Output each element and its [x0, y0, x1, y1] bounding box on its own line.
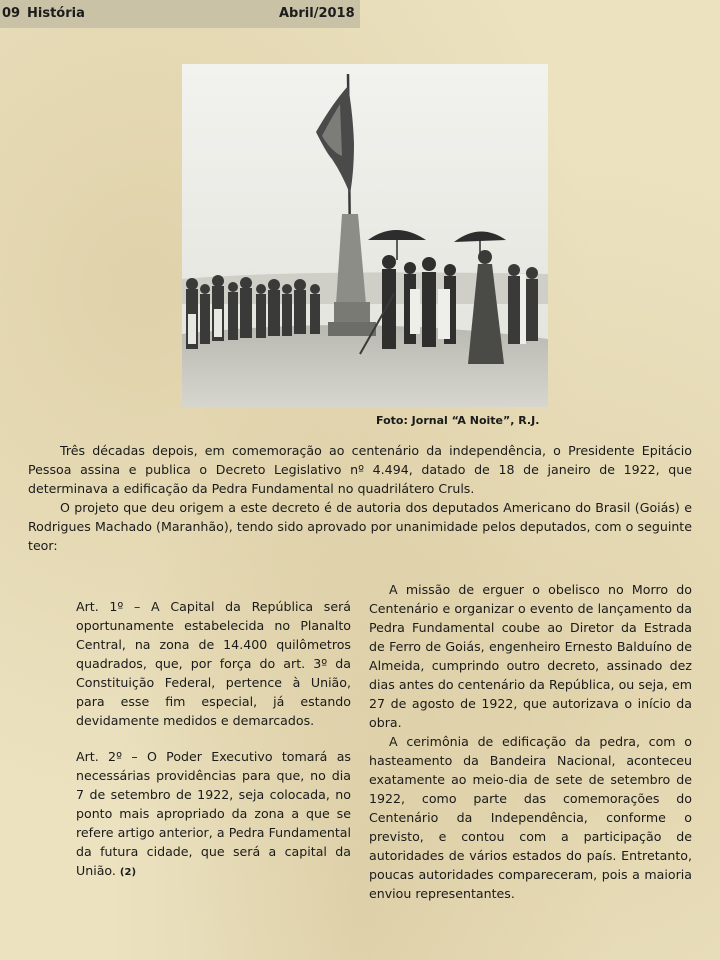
page-header — [0, 0, 360, 28]
right-paragraph: A cerimônia de edificação da pedra, com o hasteamento da Bandeira Nacional, aconteceu exatamente ao meio-dia de sete de setembro de 1922, como parte das comemorações do Centenário da Independência, conforme o previsto, e contou com a participação de autoridades de vários estados do país. Entretanto, poucas autoridades compareceram, pois a maioria enviou representantes. — [369, 734, 692, 901]
intro-paragraph: Três décadas depois, em comemoração ao centenário da independência, o Presidente Epitácio Pessoa assina e publica o Decreto Legislativo nº 4.494, datado de 18 de janeiro de 1922, que determinava a edificação da Pedra Fundamental no quadrilátero Cruls. — [28, 443, 692, 496]
article-1: Art. 1º – A Capital da República será oportunamente estabelecida no Planalto Central, na zona de 14.400 quilômetros quadrados, que, por força do art. 3º da Constituição Federal, pertence à União, para esse fim especial, já estando devidamente medidos e demarcados. — [76, 599, 351, 728]
right-column — [369, 580, 692, 903]
historical-photo — [182, 64, 548, 407]
section-title: História — [27, 6, 85, 21]
decree-quote — [76, 597, 351, 882]
page-number: 09 — [2, 6, 21, 21]
footnote-reference: (2) — [119, 867, 137, 878]
photo-caption: Foto: Jornal “A Noite”, R.J. — [376, 414, 540, 427]
intro-text — [28, 441, 692, 555]
issue-date: Abril/2018 — [279, 6, 355, 21]
article-2: Art. 2º – O Poder Executivo tomará as necessárias providências para que, no dia 7 de setembro de 1922, seja colocada, no ponto mais apropriado da zona a que se refere artigo anterior, a Pedra Fundamental da futura cidade, que será a capital da União. — [76, 749, 351, 878]
right-paragraph: A missão de erguer o obelisco no Morro do Centenário e organizar o evento de lançamento da Pedra Fundamental coube ao Diretor da Estrada de Ferro de Goiás, engenheiro Ernesto Balduíno de Almeida, cumprindo outro decreto, assinado dez dias antes do centenário da República, ou seja, em 27 de agosto de 1922, que autorizava o início da obra. — [369, 582, 692, 730]
article-2-paragraph — [76, 747, 351, 882]
intro-paragraph: O projeto que deu origem a este decreto é de autoria dos deputados Americano do Brasil (Goiás) e Rodrigues Machado (Maranhão), tendo sido aprovado por unanimidade pelos deputados, com o seguinte teor: — [28, 500, 692, 553]
